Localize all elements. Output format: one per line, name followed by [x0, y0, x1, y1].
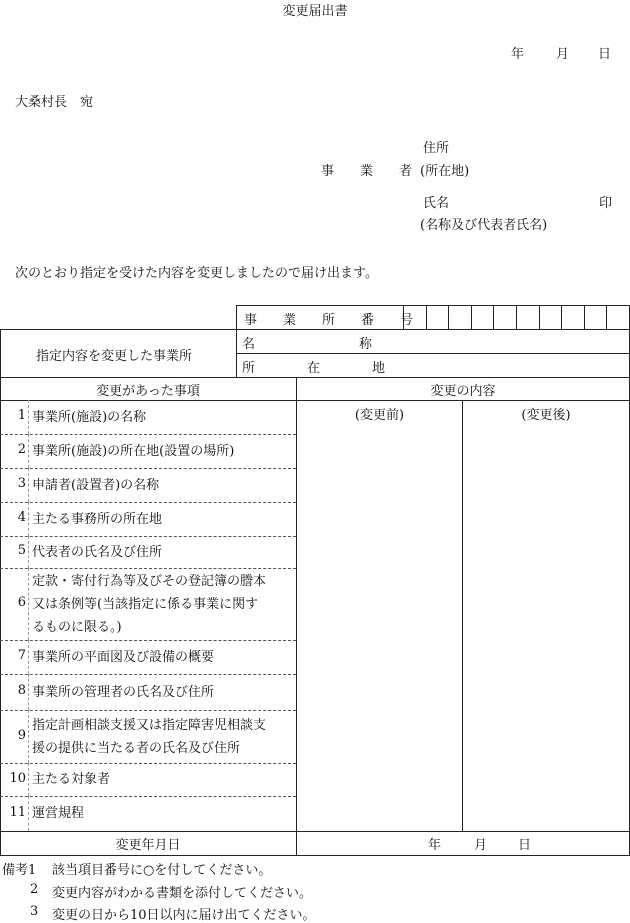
digit-cell-divider: [584, 305, 585, 329]
digit-cell-divider: [493, 305, 494, 329]
name-label: 氏名: [423, 196, 450, 211]
row-separator: [0, 502, 296, 503]
number-column-divider: [28, 763, 30, 796]
seal-mark: 印: [599, 196, 613, 211]
item-label-line: 事業所の管理者の氏名及び住所: [32, 684, 215, 700]
digit-cell-divider: [561, 305, 562, 329]
item-label: [32, 570, 266, 639]
row-separator: [0, 674, 296, 675]
item-label-line: 申請者(設置者)の名称: [32, 477, 160, 493]
digit-cell-divider: [471, 305, 472, 329]
item-number[interactable]: 6: [17, 595, 26, 610]
item-label-line: 事業所(施設)の所在地(設置の場所): [32, 443, 235, 459]
row-separator: [0, 710, 296, 711]
item-label: [32, 768, 110, 791]
item-label-line: 援の提供に当たる者の氏名及び住所: [32, 740, 241, 756]
digit-cell-divider: [539, 305, 540, 329]
item-label-line: 運営規程: [32, 806, 85, 821]
digit-cell-divider: [516, 305, 517, 329]
number-column-divider: [28, 796, 30, 831]
number-column-divider: [28, 468, 30, 502]
office-name-label: 名 称: [242, 337, 373, 352]
row-separator: [0, 536, 296, 537]
applicant-role-sub: (所在地): [420, 164, 470, 179]
item-label-line: 代表者の氏名及び住所: [32, 544, 163, 560]
item-label: [32, 681, 214, 704]
row-separator: [0, 640, 296, 641]
number-column-divider: [28, 674, 30, 710]
item-label-line: 定款・寄付行為等及びその登記簿の謄本: [32, 573, 267, 589]
note-number: 3: [30, 904, 39, 919]
address-label: 住所: [423, 141, 450, 156]
row-separator: [0, 763, 296, 764]
item-label: [32, 646, 214, 669]
digit-cell-divider: [606, 305, 607, 329]
number-column-divider: [28, 640, 30, 674]
note-item: 変更の日から10日以内に届け出てください。: [52, 908, 316, 923]
office-number-label: 事 業 所 番 号: [244, 313, 414, 328]
row-separator: [0, 434, 296, 435]
after-label: (変更後): [521, 408, 571, 423]
name-sub-label: (名称及び代表者氏名): [420, 218, 548, 233]
change-date-day: 日: [518, 838, 532, 853]
item-label-line: 指定計画相談支援又は指定障害児相談支: [32, 717, 267, 733]
item-number[interactable]: 4: [17, 510, 26, 525]
changed-office-label: 指定内容を変更した事業所: [36, 349, 193, 364]
note-item: 変更内容がわかる書類を添付してください。: [52, 886, 313, 901]
note-number: 2: [30, 882, 39, 897]
item-number[interactable]: 9: [17, 727, 26, 743]
rule: [0, 831, 630, 832]
change-date-month: 月: [474, 838, 488, 853]
item-label: [32, 440, 234, 463]
item-number[interactable]: 7: [17, 648, 26, 663]
rule: [236, 305, 237, 377]
item-label-line: 主たる対象者: [32, 772, 111, 787]
rule: [0, 329, 1, 832]
note-item: 該当項目番号に○を付してください。: [52, 863, 272, 878]
row-separator: [0, 468, 296, 469]
digit-cell-divider: [448, 305, 449, 329]
change-date-year: 年: [428, 838, 442, 853]
number-column-divider: [28, 536, 30, 568]
item-number[interactable]: 2: [17, 442, 26, 457]
date-month-label: 月: [556, 47, 570, 62]
before-label: (変更前): [354, 408, 405, 423]
number-column-divider: [28, 568, 30, 640]
rule: [0, 855, 630, 856]
item-label: [32, 541, 162, 564]
item-number[interactable]: 11: [9, 804, 26, 820]
number-column-divider: [28, 400, 30, 434]
applicant-role-label: 事 業 者: [321, 164, 413, 179]
number-column-divider: [28, 434, 30, 468]
number-column-divider: [28, 502, 30, 536]
content-header: 変更の内容: [430, 384, 496, 399]
item-label-line: 主たる事務所の所在地: [32, 511, 163, 527]
item-label: [32, 474, 159, 497]
item-label-line: るものに限る。): [32, 619, 122, 635]
notes-prefix: 備考1: [2, 863, 37, 878]
rule: [0, 329, 630, 330]
rule: [236, 353, 629, 354]
rule: [0, 400, 630, 401]
item-label-line: 事業所(施設)の名称: [32, 409, 147, 425]
item-number[interactable]: 5: [17, 543, 26, 558]
item-label-line: 又は条例等(当該指定に係る事業に関す: [32, 596, 259, 612]
rule: [462, 400, 463, 831]
rule: [296, 377, 297, 832]
item-label: [32, 406, 146, 429]
digit-cell-divider: [426, 305, 427, 329]
number-column-divider: [28, 710, 30, 763]
item-label: [32, 802, 84, 825]
date-year-label: 年: [511, 47, 525, 62]
items-header: 変更があった事項: [96, 384, 200, 399]
rule: [236, 305, 629, 306]
change-date-label: 変更年月日: [115, 838, 181, 853]
office-location-label: 所 在 地: [242, 361, 386, 376]
row-separator: [0, 796, 296, 797]
item-number[interactable]: 10: [9, 770, 26, 786]
intro-text: 次のとおり指定を受けた内容を変更しましたので届け出ます。: [15, 266, 378, 281]
item-label: [32, 714, 266, 760]
item-number[interactable]: 8: [17, 683, 26, 698]
item-label-line: 事業所の平面図及び設備の概要: [32, 649, 215, 665]
form-title: 変更届出書: [282, 4, 348, 19]
item-number[interactable]: 1: [17, 408, 26, 423]
rule: [0, 377, 630, 378]
item-number[interactable]: 3: [17, 476, 26, 491]
rule: [296, 831, 297, 856]
item-label: [32, 508, 162, 531]
addressee: 大桑村長 宛: [15, 95, 94, 110]
date-day-label: 日: [598, 47, 612, 62]
